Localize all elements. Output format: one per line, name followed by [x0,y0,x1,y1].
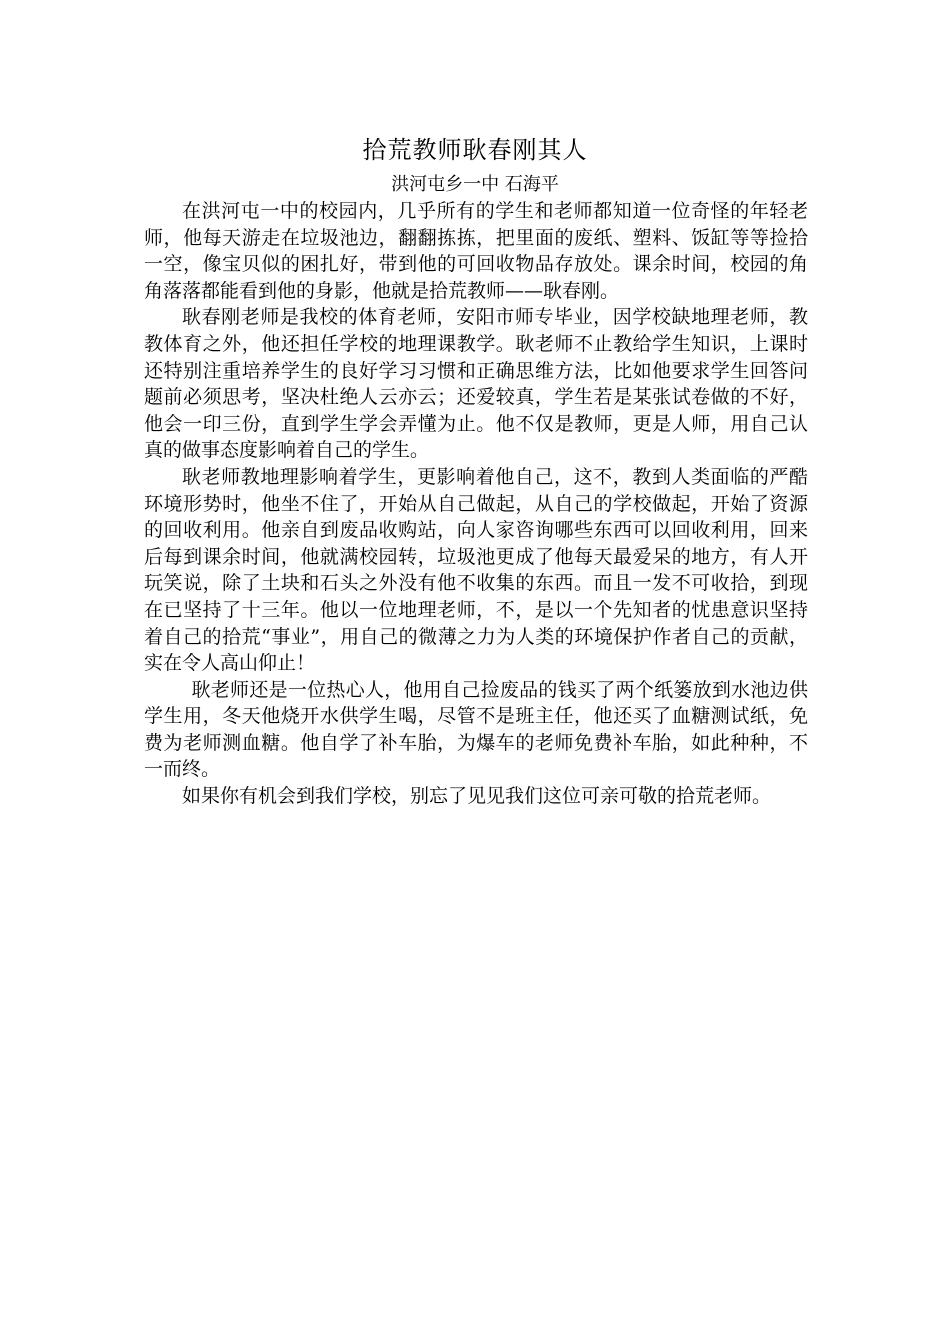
paragraph-2: 耿春刚老师是我校的体育老师，安阳市师专毕业，因学校缺地理老师，教教体育之外，他还担任学校的地理课教学。耿老师不止教给学生知识，上课时还特别注重培养学生的良好学习习惯和正确思维方法，比如他要求学生回答问题前必须思考，坚决杜绝人云亦云；还爱较真，学生若是某张试卷做的不好，他会一印三份，直到学生学会弄懂为止。他不仅是教师，更是人师，用自己认真的做事态度影响着自己的学生。 [144,306,808,462]
paragraph-3: 耿老师教地理影响着学生，更影响着他自己，这不，教到人类面临的严酷环境形势时，他坐不住了，开始从自己做起，从自己的学校做起，开始了资源的回收利用。他亲自到废品收购站，向人家咨询哪些东西可以回收利用，回来后每到课余时间，他就满校园转，垃圾池更成了他每天最爱呆的地方，有人开玩笑说，除了土块和石头之外没有他不收集的东西。而且一发不可收拾，到现在已坚持了十三年。他以一位地理老师，不，是以一个先知者的忧患意识坚持着自己的拾荒“事业”，用自己的微薄之力为人类的环境保护作者自己的贡献，实在令人高山仰止！ [144,465,808,675]
paragraph-5: 如果你有机会到我们学校，别忘了见见我们这位可亲可敬的拾荒老师。 [182,785,772,808]
paragraph-1: 在洪河屯一中的校园内，几乎所有的学生和老师都知道一位奇怪的年轻老师，他每天游走在垃圾池边，翻翻拣拣，把里面的废纸、塑料、饭缸等等捡拾一空，像宝贝似的困扎好，带到他的可回收物品存放处。课余时间，校园的角角落落都能看到他的身影，他就是拾荒教师——耿春刚。 [144,200,808,302]
author-byline: 洪河屯乡一中 石海平 [391,174,559,195]
paragraph-4: 耿老师还是一位热心人，他用自己捡废品的钱买了两个纸篓放到水池边供学生用，冬天他烧开水供学生喝，尽管不是班主任，他还买了血糖测试纸，免费为老师测血糖。他自学了补车胎，为爆车的老师免费补车胎，如此种种，不一而终。 [144,678,808,781]
article-body [144,198,808,810]
document-title: 拾荒教师耿春刚其人 [362,136,588,164]
